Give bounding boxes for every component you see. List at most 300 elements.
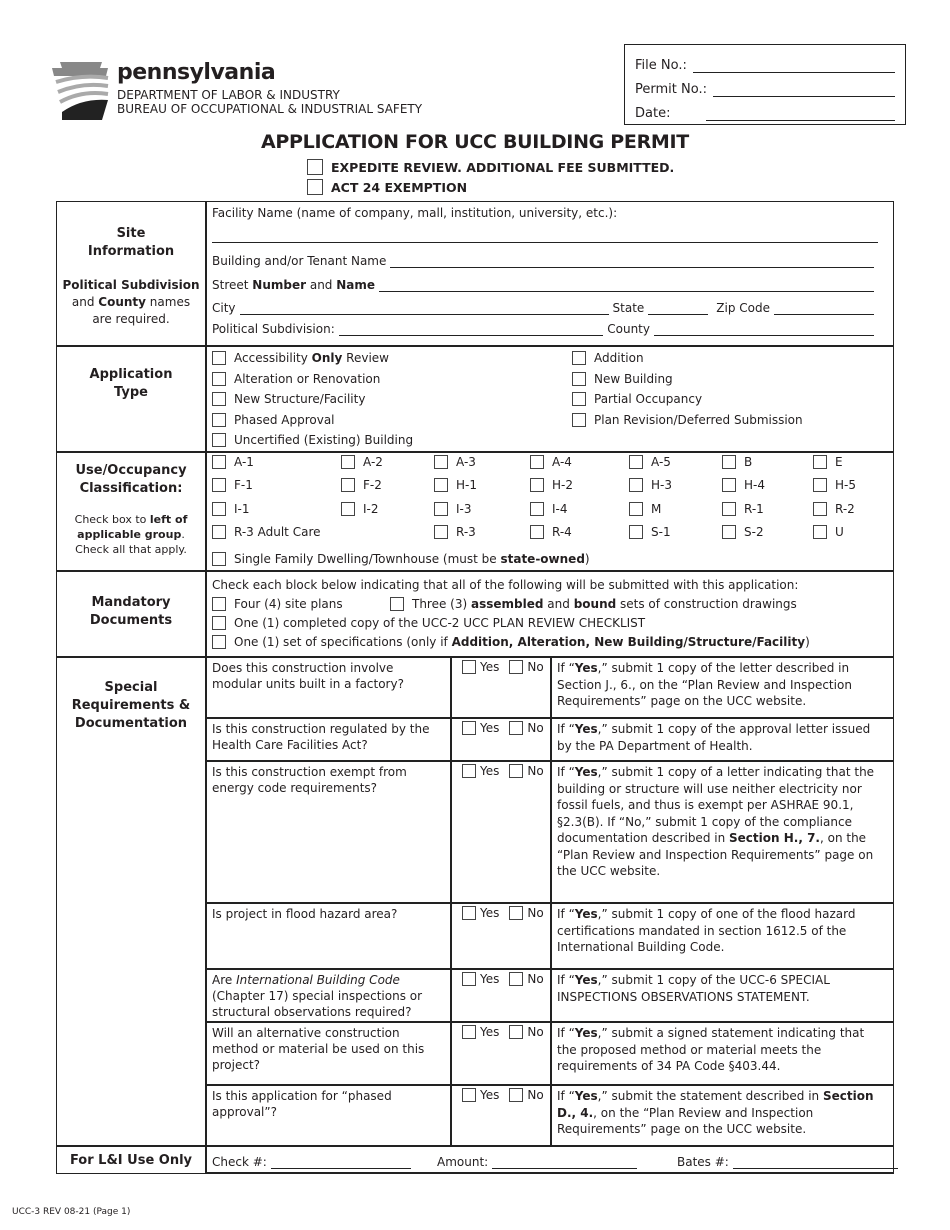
- application-type-option[interactable]: [572, 413, 803, 427]
- political-subdivision-field[interactable]: [339, 324, 603, 336]
- row-divider: [56, 451, 894, 453]
- text-segment: ,” submit 1 copy of a letter indicating that the building or structure will use neither electricity nor fossil fuels, and thus is exempt per ASHRAE 90.1, §2.3(B). If “No,” submit 1 copy of the compliance documentation described in: [557, 765, 875, 845]
- text-segment: Uncertified (Existing) Building: [234, 433, 414, 447]
- occupancy-code: A-2: [363, 455, 383, 469]
- occupancy-option[interactable]: [212, 455, 254, 469]
- text-segment: International Building Code: [236, 973, 400, 987]
- text-segment: One (1) completed copy of the UCC-2 UCC PLAN REVIEW CHECKLIST: [234, 616, 646, 630]
- text-segment: Single Family Dwelling/Townhouse (must be: [234, 552, 501, 566]
- occupancy-code: H-3: [651, 478, 672, 493]
- text-segment: Section D., 4.: [557, 1089, 874, 1120]
- option-label: [234, 392, 365, 406]
- application-type-checkbox[interactable]: [212, 372, 226, 386]
- occupancy-code: S-1: [651, 524, 671, 539]
- yes-no-group: [462, 764, 544, 778]
- option-label: [234, 433, 413, 447]
- special-requirement-answer: [557, 660, 887, 710]
- text-segment: Does this construction involve modular units built in a factory?: [212, 661, 404, 691]
- text-segment: Political Subdivision: [62, 278, 200, 292]
- application-type-checkbox[interactable]: [212, 392, 226, 406]
- option-label: [234, 351, 389, 365]
- occupancy-option[interactable]: [212, 478, 253, 492]
- occupancy-code: H-2: [552, 478, 573, 493]
- occupancy-note-line: [57, 542, 205, 557]
- special-question: [212, 764, 447, 796]
- text-segment: Yes: [574, 973, 598, 987]
- expedite-review-option[interactable]: [307, 159, 674, 175]
- bureau-name: BUREAU OF OCCUPATIONAL & INDUSTRIAL SAFETY: [117, 102, 423, 116]
- building-label: Building and/or Tenant Name: [212, 254, 387, 268]
- text-segment: Yes: [574, 765, 598, 779]
- occupancy-code: I-4: [552, 501, 568, 516]
- no-label: No: [527, 764, 544, 778]
- column-divider: [450, 656, 452, 1145]
- occupancy-code: E: [835, 455, 843, 469]
- text-segment: Check all that apply.: [75, 543, 187, 556]
- no-checkbox[interactable]: [509, 721, 523, 735]
- special-requirement-answer: [557, 972, 887, 1005]
- text-segment: sets of construction drawings: [616, 597, 797, 611]
- special-question: [212, 906, 447, 922]
- application-type-checkbox[interactable]: [572, 351, 586, 365]
- form-footer: UCC-3 REV 08-21 (Page 1): [12, 1207, 131, 1217]
- street-field[interactable]: [379, 280, 874, 292]
- occupancy-code: A-4: [552, 455, 572, 469]
- zip-label: Zip Code: [716, 301, 770, 315]
- department-name: DEPARTMENT OF LABOR & INDUSTRY: [117, 88, 340, 102]
- text-segment: Yes: [574, 1026, 598, 1040]
- occupancy-checkbox[interactable]: [341, 478, 355, 492]
- yes-checkbox[interactable]: [462, 721, 476, 735]
- single-family-option[interactable]: [212, 552, 590, 566]
- occupancy-checkbox[interactable]: [813, 525, 827, 539]
- text-segment: Review: [342, 351, 389, 365]
- occupancy-option[interactable]: [813, 455, 843, 469]
- application-type-checkbox[interactable]: [212, 351, 226, 365]
- occupancy-option[interactable]: [341, 455, 383, 469]
- occupancy-checkbox[interactable]: [813, 502, 827, 516]
- occupancy-checkbox[interactable]: [530, 478, 544, 492]
- occupancy-checkbox[interactable]: [434, 455, 448, 469]
- no-label: No: [527, 721, 544, 735]
- occupancy-checkbox[interactable]: [212, 525, 226, 539]
- text-segment: ,” submit a signed statement indicating that the proposed method or material meets the requirements of 34 PA Code §403.44.: [557, 1026, 865, 1073]
- occupancy-checkbox[interactable]: [530, 455, 544, 469]
- text-segment: Is project in flood hazard area?: [212, 907, 398, 921]
- political-subdivision-label: Political Subdivision:: [212, 322, 335, 336]
- text-segment: If “: [557, 907, 575, 921]
- occupancy-option[interactable]: [434, 478, 477, 492]
- text-segment: Is this application for “phased approval”?: [212, 1089, 392, 1119]
- occupancy-code: A-1: [234, 455, 254, 469]
- bates-number-label: Bates #:: [677, 1155, 729, 1169]
- occupancy-option[interactable]: [629, 502, 661, 516]
- application-type-checkbox[interactable]: [572, 372, 586, 386]
- text-segment: Yes: [574, 661, 598, 675]
- application-type-option[interactable]: [572, 372, 673, 386]
- occupancy-checkbox[interactable]: [530, 525, 544, 539]
- occupancy-code: A-5: [651, 455, 671, 469]
- special-requirement-answer: [557, 1088, 887, 1138]
- occupancy-code: H-1: [456, 478, 477, 493]
- mandatory-doc-option[interactable]: [212, 616, 645, 630]
- text-segment: If “: [557, 1089, 575, 1103]
- option-label: [234, 616, 645, 630]
- occupancy-option[interactable]: [722, 455, 752, 469]
- occupancy-code: R-2: [835, 501, 855, 516]
- city-label: City: [212, 301, 236, 315]
- text-segment: , on the “Plan Review and Inspection Requirements” page on the UCC website.: [557, 1105, 814, 1136]
- yes-checkbox[interactable]: [462, 1025, 476, 1039]
- application-type-option[interactable]: [212, 351, 389, 365]
- check-number-field[interactable]: [271, 1157, 411, 1169]
- occupancy-option[interactable]: [341, 502, 379, 516]
- option-label: Plan Revision/Deferred Submission: [594, 412, 803, 427]
- application-type-option[interactable]: [212, 413, 335, 427]
- application-type-checkbox[interactable]: [212, 433, 226, 447]
- yes-no-group: [462, 1025, 544, 1039]
- no-checkbox[interactable]: [509, 660, 523, 674]
- no-label: No: [527, 972, 544, 986]
- expedite-label: EXPEDITE REVIEW. ADDITIONAL FEE SUBMITTED.: [331, 159, 675, 175]
- yes-checkbox[interactable]: [462, 764, 476, 778]
- occupancy-checkbox[interactable]: [341, 502, 355, 516]
- text-segment: If “: [557, 1026, 575, 1040]
- city-field[interactable]: [240, 303, 609, 315]
- state-field[interactable]: [648, 303, 708, 315]
- occupancy-option[interactable]: [629, 478, 672, 492]
- option-label: [234, 635, 810, 649]
- text-segment: are required.: [92, 312, 170, 326]
- permit-no-label: Permit No.:: [635, 82, 707, 97]
- mandatory-doc-option[interactable]: [212, 635, 810, 649]
- special-question: [212, 660, 447, 692]
- page-title: APPLICATION FOR UCC BUILDING PERMIT: [261, 131, 689, 153]
- site-info-label: Site Information Political Subdivision and County names are required.: [57, 225, 205, 328]
- text-segment: .: [181, 528, 185, 541]
- occupancy-checkbox[interactable]: [212, 502, 226, 516]
- occupancy-label: Use/Occupancy Classification: Check box to left of applicable group. Check all that apply.: [57, 462, 205, 557]
- text-segment: Three (3): [412, 597, 471, 611]
- text-segment: Yes: [574, 907, 598, 921]
- occupancy-option[interactable]: [530, 455, 572, 469]
- yes-no-group: [462, 906, 544, 920]
- option-label: [234, 552, 590, 566]
- no-label: No: [527, 1025, 544, 1039]
- keystone-logo-icon: [52, 60, 110, 122]
- yes-label: Yes: [480, 721, 500, 735]
- occupancy-option[interactable]: [434, 502, 472, 516]
- text-segment: If “: [557, 661, 575, 675]
- mandatory-doc-checkbox[interactable]: [212, 635, 226, 649]
- zip-field[interactable]: [774, 303, 874, 315]
- file-no-label: File No.:: [635, 58, 687, 73]
- option-label: New Building: [594, 371, 673, 386]
- text-segment: (Chapter 17) special inspections or structural observations required?: [212, 989, 423, 1019]
- text-segment: applicable group: [77, 528, 182, 541]
- occupancy-option[interactable]: [434, 525, 476, 539]
- row-divider: [56, 345, 894, 347]
- text-segment: Yes: [574, 1089, 598, 1103]
- site-note-line: [57, 311, 205, 328]
- text-segment: , on the “Plan Review and Inspection Requirements” page on the UCC website.: [557, 831, 874, 878]
- act24-checkbox[interactable]: [307, 179, 323, 195]
- mandatory-doc-checkbox[interactable]: [212, 616, 226, 630]
- option-label: [234, 597, 343, 611]
- text-segment: If “: [557, 973, 575, 987]
- occupancy-code: R-1: [744, 501, 764, 516]
- special-requirement-answer: [557, 721, 887, 754]
- text-segment: ): [584, 552, 590, 566]
- occupancy-checkbox[interactable]: [629, 502, 643, 516]
- yes-checkbox[interactable]: [462, 660, 476, 674]
- text-segment: Name: [336, 278, 376, 292]
- li-use-only-label: For L&I Use Only: [69, 1153, 193, 1168]
- occupancy-option[interactable]: [530, 525, 572, 539]
- bates-number-field[interactable]: [733, 1157, 898, 1169]
- occupancy-option[interactable]: [813, 478, 856, 492]
- occupancy-option[interactable]: [722, 525, 764, 539]
- text-segment: Yes: [574, 722, 598, 736]
- text-segment: Is this construction regulated by the Health Care Facilities Act?: [212, 722, 430, 752]
- text-segment: New Structure/Facility: [234, 392, 366, 406]
- occupancy-option[interactable]: [530, 502, 568, 516]
- no-label: No: [527, 1088, 544, 1102]
- date-field[interactable]: [706, 107, 895, 121]
- yes-label: Yes: [480, 764, 500, 778]
- no-checkbox[interactable]: [509, 764, 523, 778]
- text-segment: Are: [212, 973, 237, 987]
- text-segment: ,” submit 1 copy of one of the flood hazard certifications mandated in section 1612.5 of the International Building Code.: [557, 907, 856, 954]
- option-label: Partial Occupancy: [594, 392, 703, 406]
- facility-name-field[interactable]: [212, 242, 878, 243]
- special-requirements-label: Special Requirements & Documentation: [71, 680, 191, 731]
- occupancy-checkbox[interactable]: [813, 478, 827, 492]
- occupancy-code: H-4: [744, 478, 765, 493]
- occupancy-checkbox[interactable]: [434, 478, 448, 492]
- no-checkbox[interactable]: [509, 1088, 523, 1102]
- text-segment: and: [306, 278, 337, 292]
- option-label: [234, 413, 335, 427]
- act24-option[interactable]: [307, 179, 467, 195]
- mandatory-doc-checkbox[interactable]: [212, 597, 226, 611]
- text-segment: Only: [311, 351, 343, 365]
- row-divider: [205, 1172, 894, 1174]
- occupancy-option[interactable]: [530, 478, 573, 492]
- mandatory-doc-checkbox[interactable]: [390, 597, 404, 611]
- no-checkbox[interactable]: [509, 972, 523, 986]
- occupancy-checkbox[interactable]: [434, 525, 448, 539]
- occupancy-checkbox[interactable]: [629, 478, 643, 492]
- mandatory-doc-option[interactable]: [390, 597, 797, 611]
- text-segment: One (1) set of specifications (only if: [234, 635, 452, 649]
- occupancy-checkbox[interactable]: [722, 455, 736, 469]
- occupancy-option[interactable]: [813, 502, 855, 516]
- county-field[interactable]: [654, 324, 874, 336]
- text-segment: ,” submit 1 copy of the approval letter issued by the PA Department of Health.: [557, 722, 871, 753]
- application-type-checkbox[interactable]: [212, 413, 226, 427]
- logo-wordmark: pennsylvania: [117, 60, 276, 85]
- site-note-line: [57, 277, 205, 294]
- no-label: No: [527, 660, 544, 674]
- special-question: [212, 1025, 447, 1073]
- yes-label: Yes: [480, 906, 500, 920]
- state-label: State: [612, 301, 645, 315]
- text-segment: bound: [573, 597, 617, 611]
- text-segment: ,” submit 1 copy of the UCC-6 SPECIAL INSPECTIONS OBSERVATIONS STATEMENT.: [557, 973, 830, 1004]
- occupancy-option[interactable]: [722, 502, 764, 516]
- expedite-checkbox[interactable]: [307, 159, 323, 175]
- occupancy-code: S-2: [744, 524, 764, 539]
- special-requirement-answer: [557, 1025, 887, 1075]
- occupancy-code: M: [651, 501, 662, 516]
- application-type-checkbox[interactable]: [572, 413, 586, 427]
- yes-checkbox[interactable]: [462, 1088, 476, 1102]
- occupancy-option[interactable]: [629, 455, 671, 469]
- application-type-option[interactable]: [212, 433, 413, 447]
- yes-label: Yes: [480, 660, 500, 674]
- no-checkbox[interactable]: [509, 1025, 523, 1039]
- occupancy-checkbox[interactable]: [341, 455, 355, 469]
- text-segment: Is this construction exempt from energy code requirements?: [212, 765, 407, 795]
- text-segment: names: [145, 295, 191, 309]
- occupancy-checkbox[interactable]: [813, 455, 827, 469]
- mandatory-doc-option[interactable]: [212, 597, 343, 611]
- occupancy-option[interactable]: [341, 478, 382, 492]
- occupancy-code: A-3: [456, 455, 476, 469]
- check-number-label: Check #:: [212, 1155, 267, 1169]
- yes-no-group: [462, 721, 544, 735]
- occupancy-code: B: [744, 455, 753, 469]
- yes-checkbox[interactable]: [462, 972, 476, 986]
- amount-field[interactable]: [492, 1157, 637, 1169]
- occupancy-code: H-5: [835, 478, 856, 493]
- occupancy-code: R-4: [552, 524, 572, 539]
- text-segment: state-owned: [500, 552, 585, 566]
- occupancy-option[interactable]: [722, 478, 765, 492]
- mandatory-docs-label: Mandatory Documents: [89, 595, 173, 628]
- yes-label: Yes: [480, 1025, 500, 1039]
- text-segment: Street: [212, 278, 253, 292]
- text-segment: Accessibility: [234, 351, 312, 365]
- yes-label: Yes: [480, 972, 500, 986]
- occupancy-code: U: [835, 524, 844, 539]
- text-segment: Phased Approval: [234, 412, 335, 427]
- amount-label: Amount:: [437, 1155, 489, 1169]
- text-segment: and: [543, 597, 574, 611]
- application-type-option[interactable]: [212, 392, 365, 406]
- occupancy-note-line: [57, 527, 205, 542]
- option-label: Addition: [594, 351, 644, 365]
- application-type-label: Application Type: [89, 367, 173, 400]
- application-type-option[interactable]: [212, 372, 380, 386]
- building-field[interactable]: [390, 256, 874, 268]
- occupancy-checkbox[interactable]: [212, 455, 226, 469]
- occupancy-code: F-1: [234, 478, 253, 493]
- text-segment: Addition, Alteration, New Building/Structure/Facility: [451, 635, 806, 649]
- text-segment: Four (4) site plans: [234, 597, 343, 611]
- site-note-line: [57, 294, 205, 311]
- occupancy-option[interactable]: [212, 525, 321, 539]
- option-label: [412, 597, 797, 611]
- occupancy-checkbox[interactable]: [212, 478, 226, 492]
- column-divider: [550, 656, 552, 1145]
- occupancy-code: I-2: [363, 501, 379, 516]
- row-divider: [56, 1145, 894, 1147]
- occupancy-option[interactable]: [813, 525, 844, 539]
- text-segment: Will an alternative construction method or material be used on this project?: [212, 1026, 425, 1072]
- special-question: [212, 972, 447, 1020]
- text-segment: ,” submit 1 copy of the letter described in Section J., 6., on the “Plan Review and Inspection Requirements” page on the UCC website.: [557, 661, 852, 708]
- yes-no-group: [462, 1088, 544, 1102]
- occupancy-checkbox[interactable]: [629, 455, 643, 469]
- date-label: Date:: [635, 106, 671, 121]
- occupancy-checkbox[interactable]: [629, 525, 643, 539]
- occupancy-checkbox[interactable]: [530, 502, 544, 516]
- county-label: County: [607, 322, 650, 336]
- text-segment: and: [71, 295, 99, 309]
- text-segment: Check box to: [74, 513, 150, 526]
- row-divider: [56, 656, 894, 658]
- occupancy-code: I-1: [234, 501, 250, 516]
- special-requirement-answer: [557, 764, 887, 880]
- text-segment: Number: [252, 278, 307, 292]
- file-no-field[interactable]: [693, 59, 895, 73]
- occupancy-option[interactable]: [212, 502, 250, 516]
- single-family-checkbox[interactable]: [212, 552, 226, 566]
- occupancy-option[interactable]: [629, 525, 671, 539]
- column-divider: [205, 201, 207, 1174]
- text-segment: left of: [149, 513, 188, 526]
- occupancy-checkbox[interactable]: [434, 502, 448, 516]
- text-segment: If “: [557, 765, 575, 779]
- act24-label: ACT 24 EXEMPTION: [331, 179, 468, 195]
- occupancy-code: R-3 Adult Care: [234, 524, 321, 539]
- occupancy-option[interactable]: [434, 455, 476, 469]
- text-segment: County: [98, 295, 146, 309]
- occupancy-code: R-3: [456, 524, 476, 539]
- facility-name-label: Facility Name (name of company, mall, institution, university, etc.):: [212, 206, 618, 220]
- yes-checkbox[interactable]: [462, 906, 476, 920]
- occupancy-note-line: [57, 512, 205, 527]
- text-segment: assembled: [471, 597, 544, 611]
- application-type-checkbox[interactable]: [572, 392, 586, 406]
- text-segment: ,” submit the statement described in: [597, 1089, 823, 1103]
- text-segment: Alteration or Renovation: [234, 371, 381, 386]
- no-checkbox[interactable]: [509, 906, 523, 920]
- occupancy-checkbox[interactable]: [722, 502, 736, 516]
- row-divider: [56, 570, 894, 572]
- special-requirement-answer: [557, 906, 887, 956]
- text-segment: ): [805, 635, 810, 649]
- file-info-box: [624, 44, 906, 125]
- text-segment: Section H., 7.: [729, 831, 820, 845]
- option-label: [234, 372, 380, 386]
- application-type-option[interactable]: [572, 392, 702, 406]
- no-label: No: [527, 906, 544, 920]
- yes-label: Yes: [480, 1088, 500, 1102]
- occupancy-code: I-3: [456, 501, 472, 516]
- permit-no-field[interactable]: [713, 83, 895, 97]
- text-segment: If “: [557, 722, 575, 736]
- occupancy-code: F-2: [363, 478, 382, 493]
- street-label: [212, 278, 375, 292]
- yes-no-group: [462, 972, 544, 986]
- occupancy-checkbox[interactable]: [722, 478, 736, 492]
- application-type-option[interactable]: [572, 351, 644, 365]
- yes-no-group: [462, 660, 544, 674]
- occupancy-checkbox[interactable]: [722, 525, 736, 539]
